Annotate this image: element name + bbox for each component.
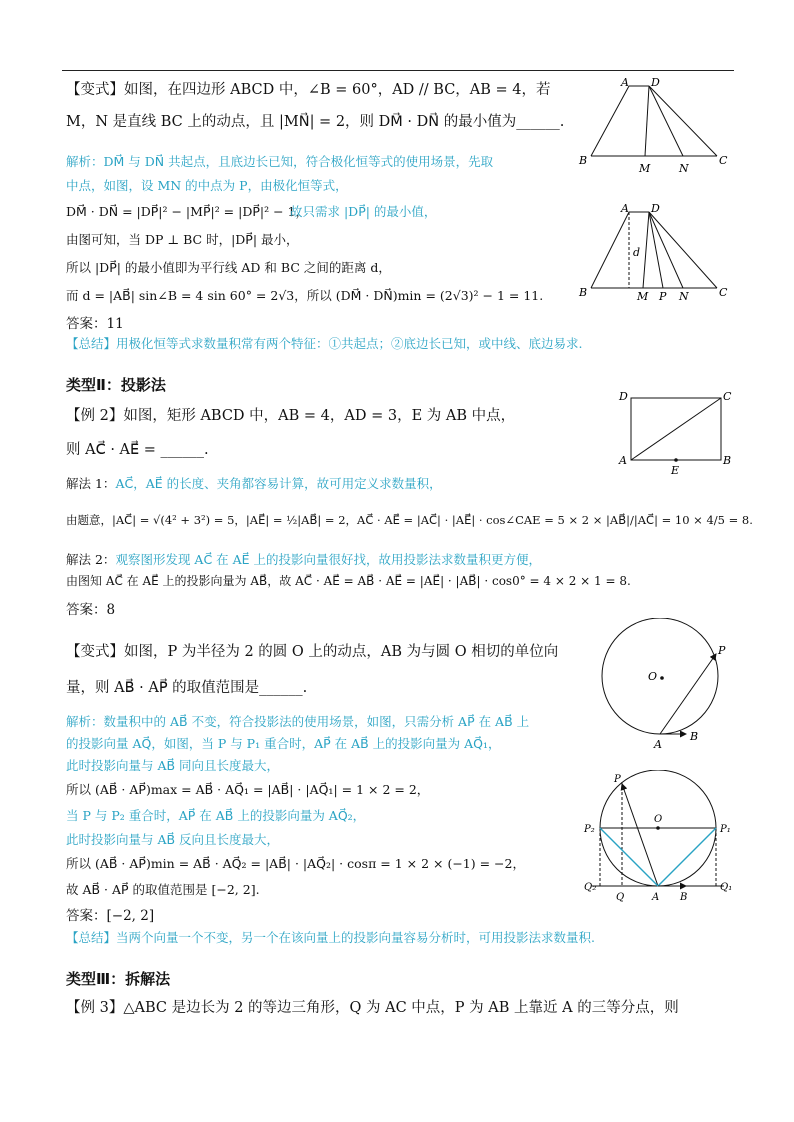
fig3-label-a: A xyxy=(619,454,627,467)
circle-figure-2 xyxy=(582,770,740,902)
fig2-label-c: C xyxy=(719,286,728,299)
fig1-label-n: N xyxy=(679,162,689,175)
fig4-label-p: P xyxy=(718,644,726,657)
example2-line2: 则 AC⃗ · AE⃗ = ______. xyxy=(66,442,209,458)
variant2-line2: 量，则 AB⃗ · AP⃗ 的取值范围是______. xyxy=(66,680,308,696)
rectangle-figure xyxy=(615,388,737,476)
example2-method1-desc: AC⃗，AE⃗ 的长度、夹角都容易计算，故可用定义求数量积， xyxy=(115,476,442,491)
variant2-solution-label: 解析： xyxy=(66,714,104,729)
fig5-label-q2: Q₂ xyxy=(584,882,597,893)
fig2-label-d: D xyxy=(651,202,660,215)
variant2-solution-8: 故 AB⃗ · AP⃗ 的取值范围是 [−2, 2]. xyxy=(66,882,260,897)
fig3-label-e: E xyxy=(671,464,680,476)
fig2-label-d-height: d xyxy=(633,246,641,259)
variant2-solution-7: 所以 (AB⃗ · AP⃗)min = AB⃗ · AQ⃗₂ = |AB⃗| · |AQ⃗₂| · cosπ = 1 × 2 × (−1) = −2， xyxy=(66,856,525,871)
variant2-solution-1 xyxy=(66,712,529,730)
circle-figure-1 xyxy=(590,618,740,750)
variant1-solution-6: 而 d = |AB⃗| sin∠B = 4 sin 60° = 2√3，所以 (DM⃗ · DN⃗)min = (2√3)² − 1 = 11. xyxy=(66,288,544,303)
fig1-label-b: B xyxy=(579,154,588,167)
example2-method2-desc: 观察图形发现 AC⃗ 在 AE⃗ 上的投影向量很好找，故用投影法求数量积更方便， xyxy=(115,552,542,567)
variant2-solution-6: 此时投影向量与 AB⃗ 反向且长度最大， xyxy=(66,832,280,847)
fig4-label-b: B xyxy=(690,730,699,743)
variant2-solution-4: 所以 (AB⃗ · AP⃗)max = AB⃗ · AQ⃗₁ = |AB⃗| · |AQ⃗₁| = 1 × 2 = 2， xyxy=(66,782,430,797)
variant1-solution-2: 中点，如图，设 MN 的中点为 P，由极化恒等式， xyxy=(66,178,348,193)
variant1-line2: M，N 是直线 BC 上的动点，且 |MN⃗| = 2，则 DM⃗ · DN⃗ 的最小值为______. xyxy=(66,114,565,130)
variant1-solution-5: 所以 |DP⃗| 的最小值即为平行线 AD 和 BC 之间的距离 d， xyxy=(66,260,391,275)
fig3-label-d: D xyxy=(619,390,628,403)
example3-line1: 【例 3】△ABC 是边长为 2 的等边三角形，Q 为 AC 中点，P 为 AB 上靠近 A 的三等分点，则 xyxy=(66,1000,679,1016)
variant2-answer: 答案：[−2, 2] xyxy=(66,908,155,924)
fig2-label-m: M xyxy=(637,290,649,300)
fig5-label-p2: P₂ xyxy=(584,824,595,835)
fig5-label-p: P xyxy=(614,774,621,785)
fig5-label-o: O xyxy=(654,814,663,825)
variant2-solution-5: 当 P 与 P₂ 重合时，AP⃗ 在 AB⃗ 上的投影向量为 AQ⃗₂， xyxy=(66,808,366,823)
fig4-label-a: A xyxy=(654,738,662,750)
variant1-solution-4: 由图可知，当 DP ⊥ BC 时，|DP⃗| 最小， xyxy=(66,232,299,247)
example2-method2-calc: 由图知 AC⃗ 在 AE⃗ 上的投影向量为 AB⃗，故 AC⃗ · AE⃗ = AB⃗ · AE⃗ = |AE⃗| · |AB⃗| · cos0° = 4 × 2 × 1 = 8. xyxy=(66,574,631,588)
example2-method1-label: 解法 1： xyxy=(66,476,116,491)
fig1-label-a: A xyxy=(621,76,629,89)
variant2-summary: 【总结】当两个向量一个不变，另一个在该向量上的投影向量容易分析时，可用投影法求数量积. xyxy=(66,930,595,945)
trapezoid-figure-2 xyxy=(575,200,735,300)
fig5-label-a: A xyxy=(652,892,660,902)
example2-line1: 【例 2】如图，矩形 ABCD 中，AB = 4，AD = 3，E 为 AB 中点， xyxy=(66,408,516,424)
variant2-solution-2: 的投影向量 AQ⃗，如图，当 P 与 P₁ 重合时，AP⃗ 在 AB⃗ 上的投影向量为 AQ⃗₁， xyxy=(66,736,501,751)
top-rule xyxy=(62,70,734,71)
fig1-label-m: M xyxy=(639,162,651,175)
fig3-label-b: B xyxy=(723,454,732,467)
fig2-label-b: B xyxy=(579,286,588,299)
fig5-label-p1: P₁ xyxy=(720,824,731,835)
fig5-label-b: B xyxy=(680,892,688,902)
variant1-solution-3b: 故只需求 |DP⃗| 的最小值， xyxy=(290,204,437,219)
variant1-answer: 答案：11 xyxy=(66,316,124,332)
variant2-solution-1-text: 数量积中的 AB⃗ 不变，符合投影法的使用场景，如图，只需分析 AP⃗ 在 AB⃗ 上 xyxy=(103,714,530,729)
fig3-label-c: C xyxy=(723,390,732,403)
fig1-label-c: C xyxy=(719,154,728,167)
example2-answer: 答案：8 xyxy=(66,602,116,618)
variant1-summary: 【总结】用极化恒等式求数量积常有两个特征：①共起点；②底边长已知，或中线、底边易求. xyxy=(66,336,583,351)
fig5-label-q1: Q₁ xyxy=(720,882,733,893)
variant1-solution-1: 解析：DM⃗ 与 DN⃗ 共起点，且底边长已知，符合极化恒等式的使用场景，先取 xyxy=(66,154,494,169)
fig2-label-p: P xyxy=(659,290,667,300)
fig1-label-d: D xyxy=(651,76,660,89)
section-2-title: 类型Ⅱ：投影法 xyxy=(66,376,166,394)
example2-method2 xyxy=(66,550,541,568)
trapezoid-figure-1 xyxy=(575,76,735,176)
variant2-line1: 【变式】如图，P 为半径为 2 的圆 O 上的动点，AB 为与圆 O 相切的单位向 xyxy=(66,644,559,660)
fig2-label-a: A xyxy=(621,202,629,215)
example2-method1-calc: 由题意，|AC⃗| = √(4² + 3²) = 5，|AE⃗| = ½|AB⃗| = 2，AC⃗ · AE⃗ = |AC⃗| · |AE⃗| · cos∠CAE = 5 × 2 × |AB⃗|/|AC⃗| = 10 × 4/5 = 8. xyxy=(66,513,753,527)
variant1-line1: 【变式】如图，在四边形 ABCD 中，∠B = 60°，AD // BC，AB = 4，若 xyxy=(66,82,551,98)
variant1-solution-3a: DM⃗ · DN⃗ = |DP⃗|² − |MP⃗|² = |DP⃗|² − 1， xyxy=(66,204,308,219)
example2-method1 xyxy=(66,474,442,492)
example2-method2-label: 解法 2： xyxy=(66,552,116,567)
variant2-solution-3: 此时投影向量与 AB⃗ 同向且长度最大， xyxy=(66,758,280,773)
fig2-label-n: N xyxy=(679,290,689,300)
fig5-label-q: Q xyxy=(616,892,625,902)
fig4-label-o: O xyxy=(648,670,658,683)
section-3-title: 类型Ⅲ：拆解法 xyxy=(66,970,171,988)
